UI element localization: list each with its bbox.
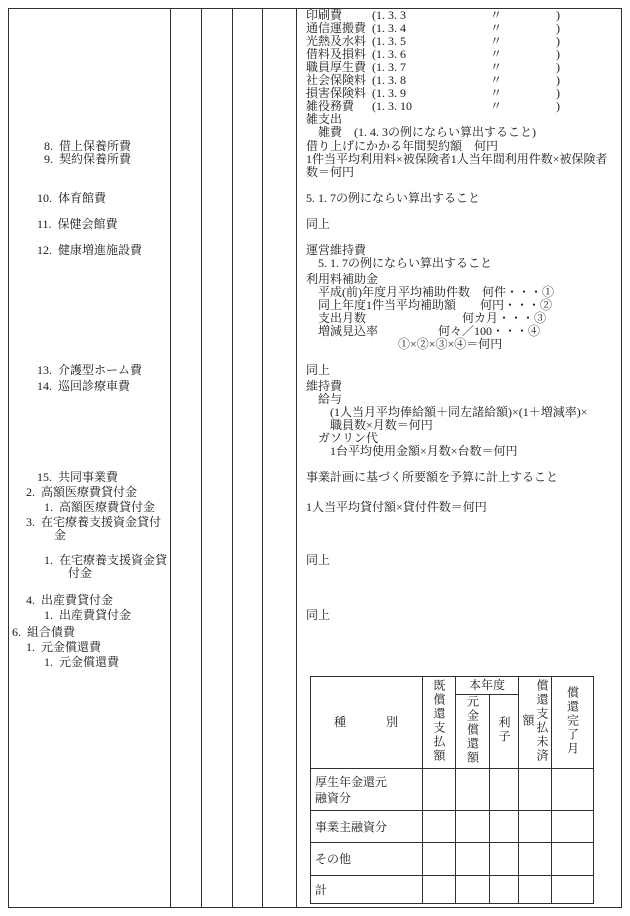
desc-line: 1人当平均貸付額×貸付件数＝何円 (306, 500, 487, 514)
col-header-completion-month: 償還完了月 (552, 677, 594, 769)
empty-cell (423, 769, 456, 811)
close-paren: ) (556, 60, 560, 74)
close-paren: ) (556, 8, 560, 22)
row-label: 厚生年金還元融資分 (315, 774, 388, 805)
table-row (311, 811, 594, 843)
col-header-interest: 利子 (490, 695, 519, 769)
empty-cell (490, 876, 519, 904)
desc-line: 同上 (306, 217, 331, 231)
expense-code: (1. 3. 5 (372, 34, 406, 48)
expense-name: 借料及損料 (306, 47, 367, 61)
desc-line: 平成(前)年度月平均補助件数 何件・・・① (318, 285, 554, 299)
left-item: 1. 元金償還費 (26, 640, 102, 654)
desc-line: 支出月数 何カ月・・・③ (318, 311, 547, 325)
column-divider-1 (170, 9, 171, 907)
close-paren: ) (556, 73, 560, 87)
ditto-mark: 〃 (490, 21, 503, 35)
desc-line: 同上 (306, 363, 331, 377)
expense-code: (1. 3. 7 (372, 60, 406, 74)
expense-name: 職員厚生費 (306, 60, 367, 74)
expense-code: (1. 3. 10 (372, 99, 412, 113)
empty-cell (490, 769, 519, 811)
close-paren: ) (556, 34, 560, 48)
empty-cell (490, 811, 519, 843)
desc-line: 数＝何円 (306, 165, 355, 179)
expense-code: (1. 3. 4 (372, 21, 406, 35)
desc-line: 5. 1. 7の例にならい算出すること (318, 256, 493, 270)
expense-name: 印刷費 (306, 8, 343, 22)
col-header-kind: 種 別 (311, 677, 423, 769)
desc-line: ①×②×③×④＝何円 (398, 337, 503, 351)
row-label: 計 (315, 882, 328, 897)
table-row (311, 843, 594, 876)
desc-line: 維持費 (306, 379, 343, 393)
left-item: 1. 出産費貸付金 (44, 608, 132, 622)
column-divider-2 (201, 9, 202, 907)
desc-line: 職員数×月数＝何円 (330, 418, 433, 432)
left-item: 2. 高額医療費貸付金 (26, 485, 138, 499)
close-paren: ) (556, 21, 560, 35)
expense-code: (1. 3. 9 (372, 86, 406, 100)
close-paren: ) (556, 86, 560, 100)
desc-line: 1件当平均利用料×被保険者1人当年間利用件数×被保険者 (306, 152, 608, 166)
expense-name: 雑役務費 (306, 99, 355, 113)
left-item: 1. 元金償還費 (44, 655, 120, 669)
ditto-mark: 〃 (490, 60, 503, 74)
close-paren: ) (556, 99, 560, 113)
left-item: 14. 巡回診療車費 (37, 379, 131, 393)
ditto-mark: 〃 (490, 73, 503, 87)
empty-cell (490, 843, 519, 876)
desc-line: ガソリン代 (318, 431, 379, 445)
left-item: 11. 保健会館費 (37, 217, 118, 231)
row-label: その他 (315, 852, 352, 866)
desc-line: 同上 (306, 608, 331, 622)
desc-line: 増減見込率 何々／100・・・④ (318, 324, 541, 338)
column-divider-3 (232, 9, 233, 907)
row-label: 事業主融資分 (315, 819, 388, 834)
desc-line: 雑費 (1. 4. 3の例にならい算出すること) (318, 125, 536, 139)
left-item: 12. 健康増進施設費 (37, 243, 143, 257)
expense-code: (1. 3. 3 (372, 8, 406, 22)
desc-line: 同上 (306, 553, 331, 567)
ditto-mark: 〃 (490, 86, 503, 100)
close-paren: ) (556, 47, 560, 61)
expense-line (306, 100, 560, 113)
left-item: 6. 組合債費 (12, 625, 76, 639)
desc-line: 借り上げにかかる年間契約額 何円 (306, 139, 499, 153)
col-header-this-year: 本年度 (456, 677, 519, 695)
ditto-mark: 〃 (490, 47, 503, 61)
column-divider-5 (296, 9, 297, 907)
empty-cell (519, 843, 552, 876)
desc-line: 事業計画に基づく所要額を予算に計上すること (306, 470, 559, 484)
left-item-wrap: 付金 (68, 566, 93, 580)
left-item: 3. 在宅療養支援資金貸付 (26, 515, 162, 529)
empty-cell (456, 769, 490, 811)
desc-line: 利用料補助金 (306, 272, 379, 286)
left-item: 1. 在宅療養支援資金貸 (44, 553, 168, 567)
left-item: 4. 出産費貸付金 (26, 593, 114, 607)
left-item: 1. 高額医療費貸付金 (44, 500, 156, 514)
empty-cell (552, 811, 594, 843)
desc-line: 同上年度1件当平均補助額 何円・・・② (318, 298, 553, 312)
col-header-principal: 元金償還額 (456, 695, 490, 769)
col-header-repaid: 既償還支払額 (423, 677, 456, 769)
empty-cell (456, 843, 490, 876)
empty-cell (552, 843, 594, 876)
table-row (311, 876, 594, 904)
expense-name: 光熱及水料 (306, 34, 367, 48)
empty-cell (552, 876, 594, 904)
expense-name: 通信運搬費 (306, 21, 367, 35)
expense-code: (1. 3. 8 (372, 73, 406, 87)
ditto-mark: 〃 (490, 99, 503, 113)
left-item: 10. 体育館費 (37, 191, 107, 205)
left-item-wrap: 金 (54, 528, 67, 542)
desc-line: (1人当月平均俸給額＋同左諸給額)×(1＋増減率)× (330, 405, 588, 419)
left-item: 8. 借上保養所費 (44, 139, 132, 153)
desc-line: 雑支出 (306, 112, 343, 126)
left-item: 9. 契約保養所費 (44, 152, 132, 166)
empty-cell (519, 876, 552, 904)
empty-cell (456, 811, 490, 843)
empty-cell (456, 876, 490, 904)
desc-line: 運営維持費 (306, 243, 367, 257)
left-item: 13. 介護型ホーム費 (37, 363, 143, 377)
debt-table (310, 676, 594, 904)
desc-line: 1台平均使用金額×月数×台数＝何円 (330, 444, 518, 458)
empty-cell (519, 769, 552, 811)
empty-cell (423, 843, 456, 876)
col-header-unpaid: 償還支払未済額 (519, 677, 552, 769)
expense-code: (1. 3. 6 (372, 47, 406, 61)
desc-line: 給与 (318, 392, 343, 406)
expense-name: 社会保険料 (306, 73, 367, 87)
empty-cell (519, 811, 552, 843)
ditto-mark: 〃 (490, 34, 503, 48)
empty-cell (423, 811, 456, 843)
empty-cell (423, 876, 456, 904)
left-item: 15. 共同事業費 (37, 470, 119, 484)
column-divider-4 (262, 9, 263, 907)
empty-cell (552, 769, 594, 811)
ditto-mark: 〃 (490, 8, 503, 22)
desc-line: 5. 1. 7の例にならい算出すること (306, 191, 481, 205)
expense-name: 損害保険料 (306, 86, 367, 100)
table-row (311, 769, 594, 811)
